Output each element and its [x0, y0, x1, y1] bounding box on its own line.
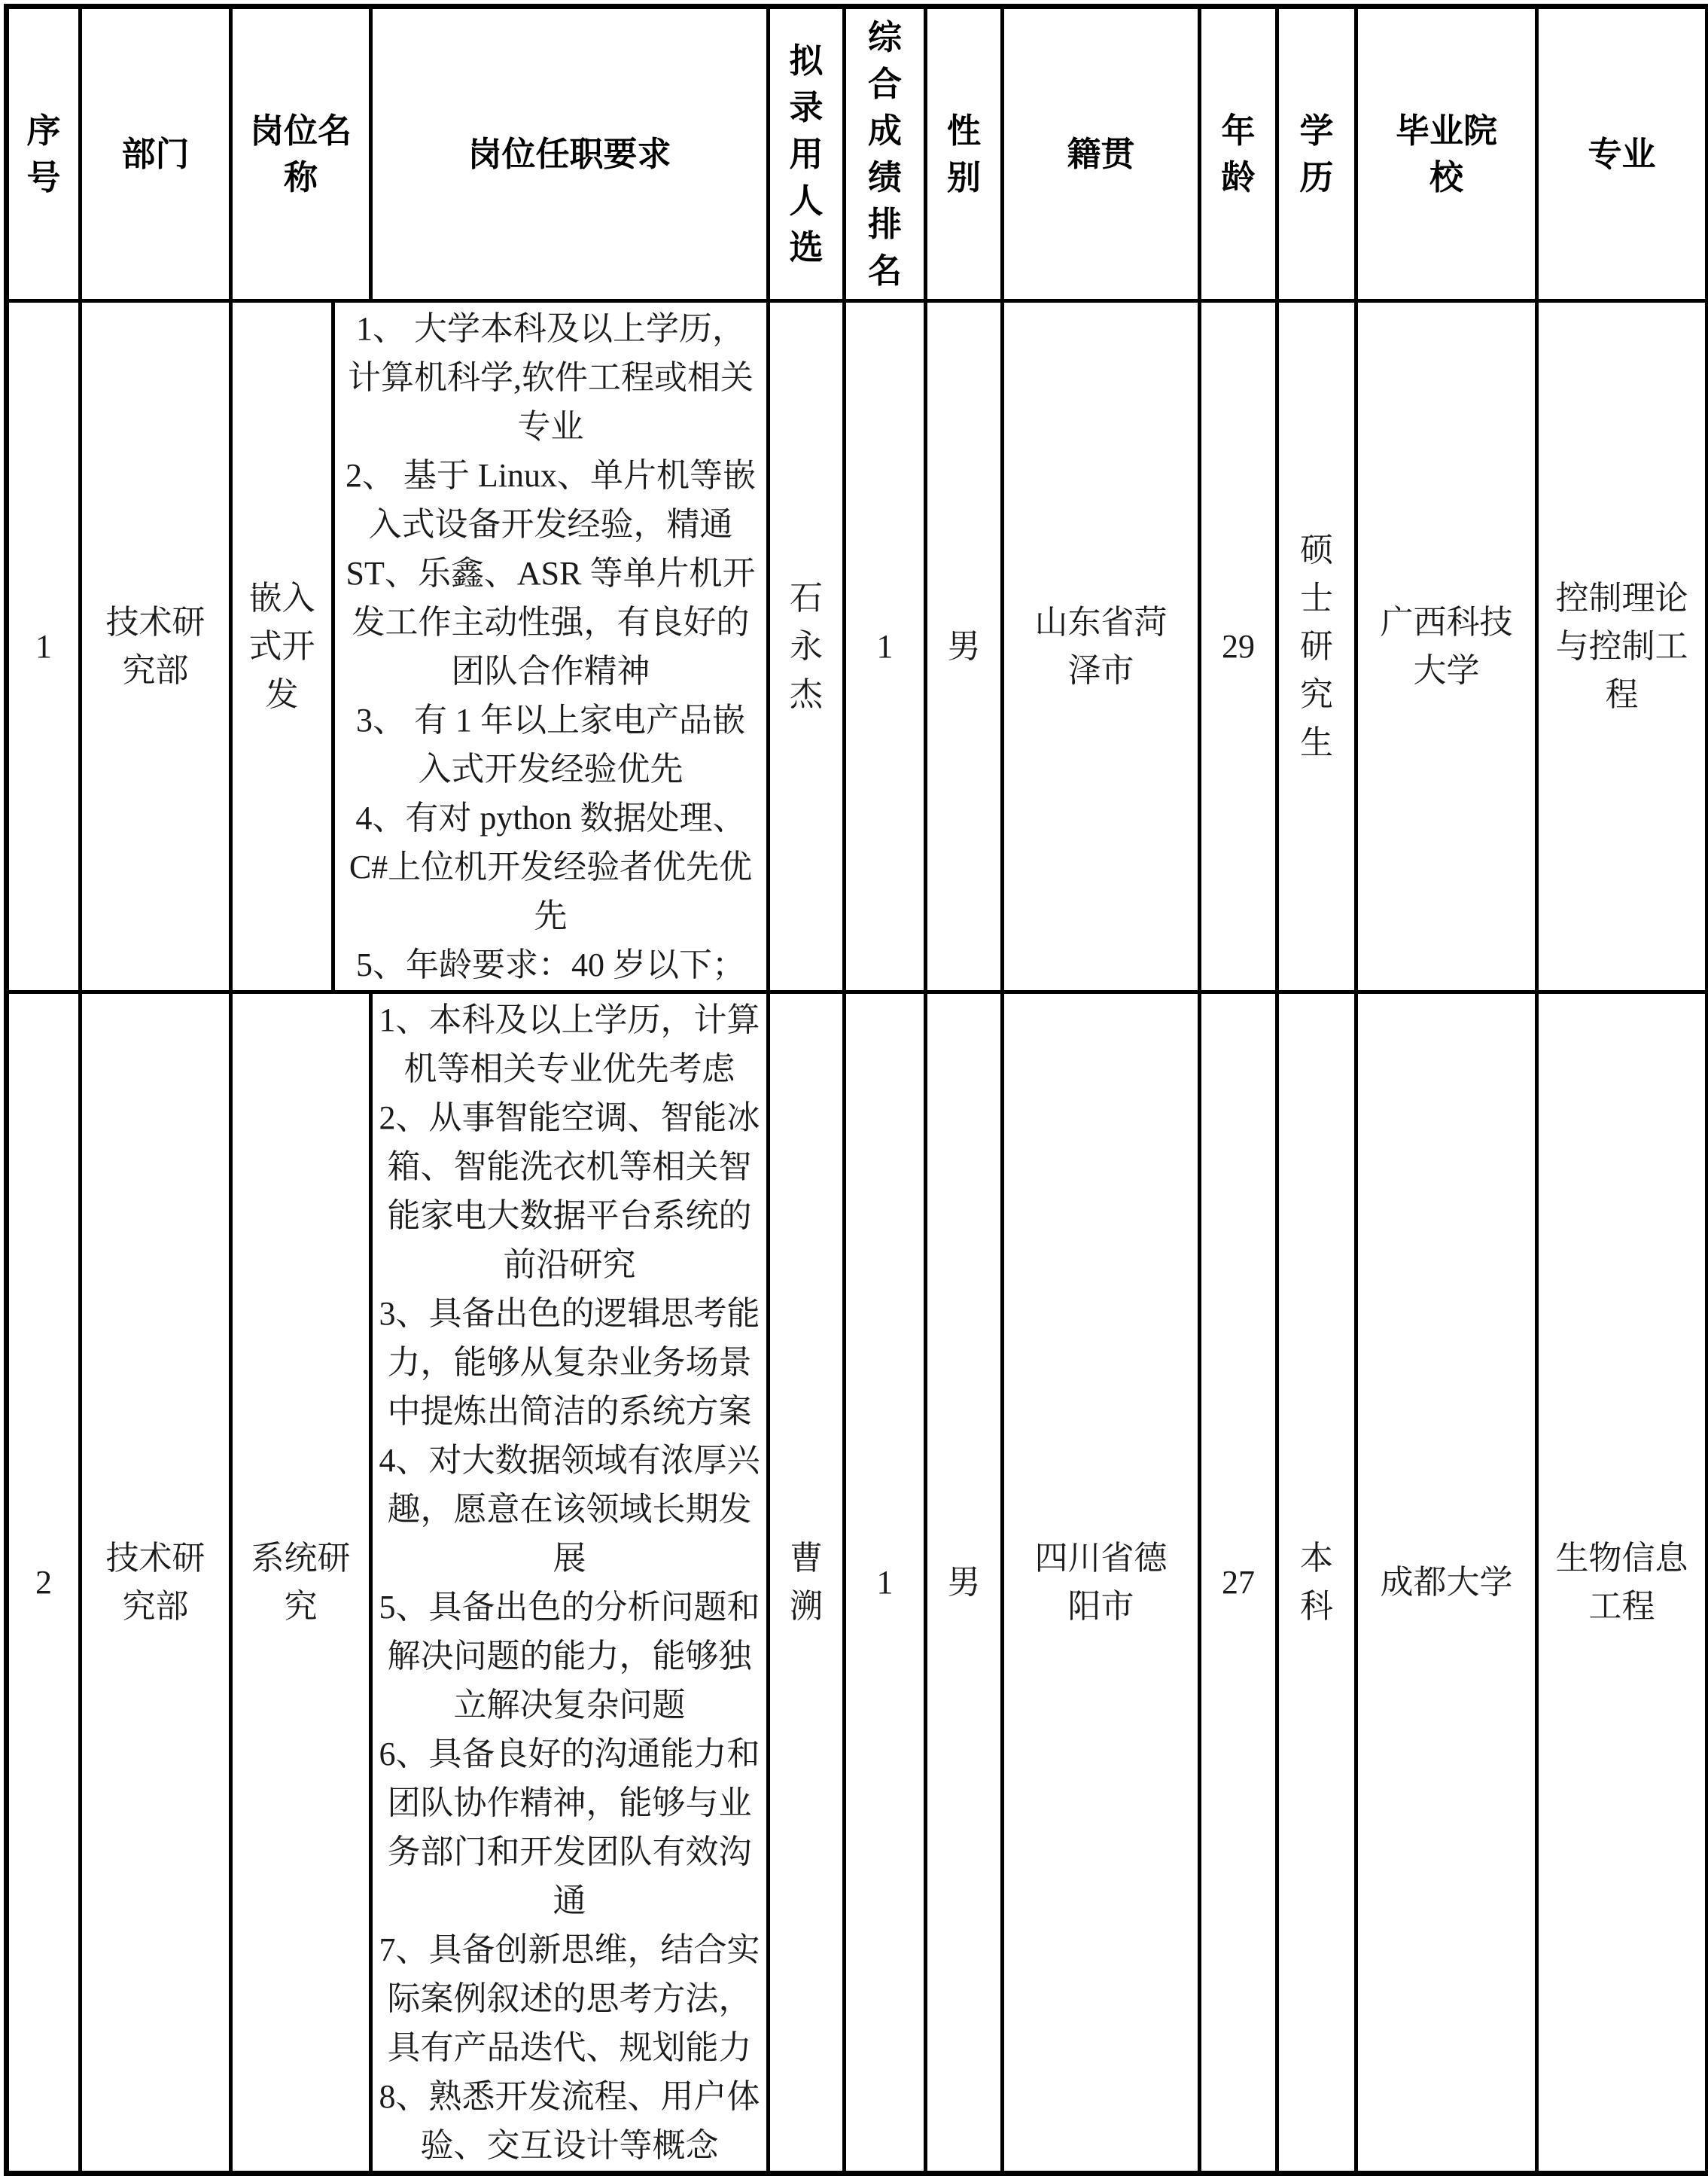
cell-native-place: 四川省德阳市: [1004, 994, 1201, 2171]
cell-position-name: 嵌入式开发: [233, 303, 335, 990]
header-cell-graduate-school: 毕业院校: [1358, 9, 1539, 299]
cell-major: 控制理论与控制工程: [1555, 579, 1688, 713]
cell-gender: 男: [927, 303, 1004, 990]
header-cell-major: 专业: [1588, 135, 1656, 173]
requirement-item: 3、 有 1 年以上家电产品嵌入式开发经验优先: [356, 701, 745, 788]
requirement-item: 7、具备创新思维，结合实际案例叙述的思考方法，具有产品迭代、规划能力: [379, 1931, 760, 2066]
cell-graduate-school: 广西科技大学: [1358, 303, 1539, 990]
cell-department: 技术研究部: [82, 994, 233, 2171]
requirement-item: 5、年龄要求：40 岁以下；: [356, 946, 745, 983]
header-cell-job-requirements: 岗位任职要求: [373, 9, 770, 299]
header-cell-serial-number: 序 号: [9, 9, 82, 299]
cell-graduate-school: 成都大学: [1358, 994, 1539, 2171]
requirement-item: 4、对大数据领域有浓厚兴趣，愿意在该领域长期发展: [379, 1441, 760, 1577]
requirement-item: 4、有对 python 数据处理、C#上位机开发经验者优先优先: [349, 799, 753, 934]
table-row: [9, 990, 1705, 2171]
header-cell-department: 部门: [82, 9, 233, 299]
header-cell-position-name: 岗位名称: [233, 9, 373, 299]
cell-department: 技术研究部: [82, 303, 233, 990]
cell-major: 生物信息工程: [1555, 1539, 1688, 1625]
cell-serial-number: 2: [9, 994, 82, 2171]
requirement-item: 2、从事智能空调、智能冰箱、智能洗衣机等相关智能家电大数据平台系统的前沿研究: [379, 1099, 760, 1283]
job-requirements-list: [379, 995, 760, 2170]
cell-score-ranking: 1: [846, 303, 927, 990]
cell-serial-number: 1: [9, 303, 82, 990]
requirement-item: 6、具备良好的沟通能力和团队协作精神，能够与业务部门和开发团队有效沟通: [379, 1735, 760, 1919]
requirement-item: 8、熟悉开发流程、用户体验、交互设计等概念: [379, 2077, 760, 2164]
header-cell-age: 年 龄: [1201, 9, 1279, 299]
requirement-item: 2、 基于 Linux、单片机等嵌入式设备开发经验，精通 ST、乐鑫、ASR 等单片机开发工作主动性强，有良好的团队合作精神: [345, 456, 757, 690]
cell-position-name: 系统研究: [233, 994, 373, 2171]
requirement-item: 1、本科及以上学历，计算机等相关专业优先考虑: [379, 1001, 760, 1087]
header-cell-gender: 性 别: [927, 9, 1004, 299]
table-row: [9, 299, 1705, 990]
requirement-item: 3、具备出色的逻辑思考能力，能够从复杂业务场景中提炼出简洁的系统方案: [379, 1294, 760, 1430]
requirement-item: 5、具备出色的分析问题和解决问题的能力，能够独立解决复杂问题: [379, 1588, 760, 1723]
table-header-row: [9, 9, 1705, 299]
cell-native-place: 山东省菏泽市: [1004, 303, 1201, 990]
recruitment-results-table: [4, 4, 1708, 2176]
cell-score-ranking: 1: [846, 994, 927, 2171]
cell-education: 本 科: [1279, 994, 1358, 2171]
requirement-item: 1、 大学本科及以上学历，计算机科学,软件工程或相关专业: [348, 309, 754, 445]
cell-proposed-candidate: 石 永 杰: [770, 303, 846, 990]
header-cell-native-place: 籍贯: [1004, 9, 1201, 299]
cell-gender: 男: [927, 994, 1004, 2171]
cell-age: 29: [1201, 303, 1279, 990]
cell-job-requirements: [335, 303, 770, 990]
header-cell-proposed-candidate: 拟 录 用 人 选: [770, 9, 846, 299]
cell-age: 27: [1201, 994, 1279, 2171]
header-cell-score-ranking: 综 合 成 绩 排 名: [846, 9, 927, 299]
cell-job-requirements: [373, 994, 770, 2171]
header-cell-education: 学 历: [1279, 9, 1358, 299]
job-requirements-list: [341, 304, 760, 989]
cell-proposed-candidate: 曹 溯: [770, 994, 846, 2171]
cell-education: 硕 士 研 究 生: [1279, 303, 1358, 990]
